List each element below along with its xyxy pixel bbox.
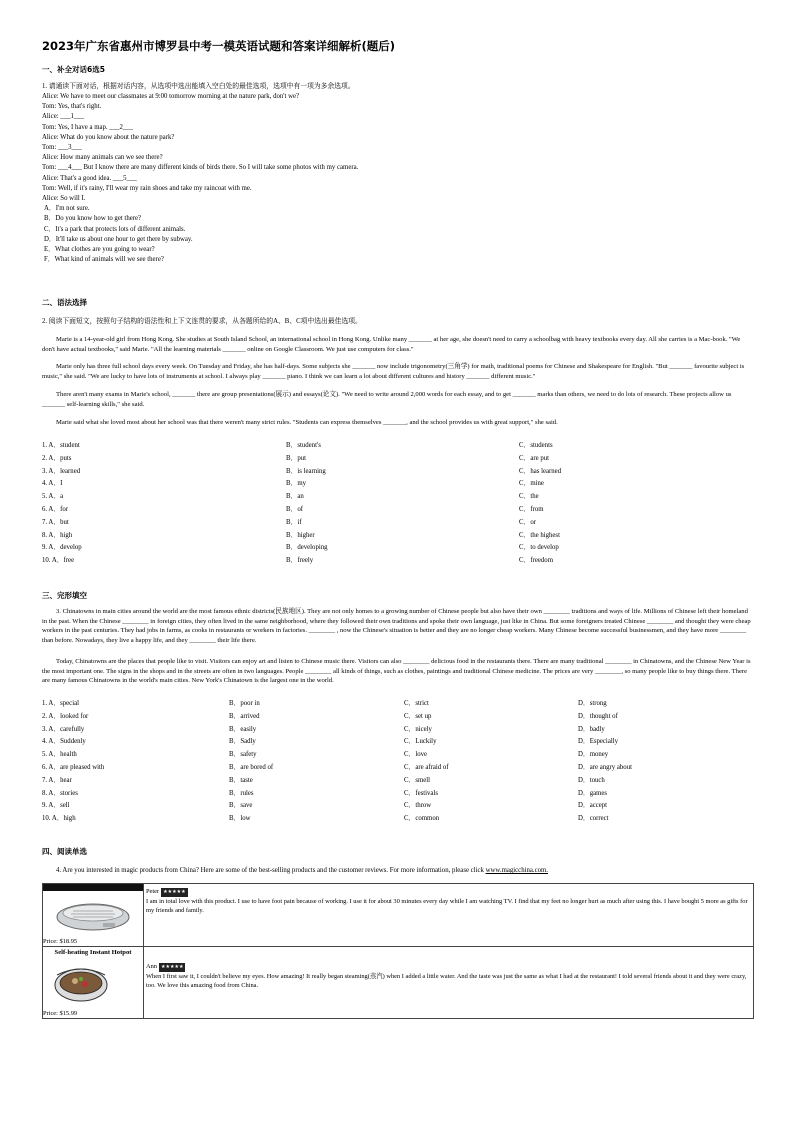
cloze-option[interactable]: D．accept — [578, 802, 608, 810]
review-text: I am in total love with this product. I use to have foot pain because of working. I use it for about 30 minutes every day while I am watching TV. I find that my feet no longer hurt as much after using this. I have bought 5 more as gifts for my friends and family. — [146, 898, 748, 914]
grammar-option[interactable]: 4. A．I — [42, 480, 63, 488]
dialogue-line: Tom: Yes, that's right. — [42, 103, 102, 111]
section-1-heading: 一、补全对话6选5 — [42, 65, 105, 74]
passage-paragraph: Today, Chinatowns are the places that people like to visit. Visitors can enjoy art and listen to Chinese music there. Visitors can also ________ delicious food in the restaurants there. There are many traditional ________ in Chinatowns, and the Chinese New Year is the most important one. The signs in the shops and in the streets are often in two languages. People ________ all kinds of things, such as clothes, paintings and traditional Chinese medicine. The prices are very ________, so many people like to buy things there. There are many famous Chinatowns in the world's main cities. New York's Chinatown is the largest one in the world. — [42, 658, 751, 685]
grammar-option[interactable]: C．or — [519, 518, 536, 526]
grammar-option[interactable]: B．an — [286, 493, 304, 501]
cloze-option[interactable]: 4. A．Suddenly — [42, 738, 86, 746]
cloze-option[interactable]: C．festivals — [404, 789, 438, 797]
grammar-option[interactable]: C．are put — [519, 454, 550, 462]
grammar-option[interactable]: C．the highest — [519, 531, 560, 539]
answer-option: B．Do you know how to get there? — [44, 215, 142, 223]
cloze-option[interactable]: 5. A．health — [42, 751, 77, 759]
rating-stars: ★★★★★ — [161, 965, 184, 970]
answer-option: E．What clothes are you going to wear? — [44, 246, 155, 253]
cloze-option[interactable]: 1. A．special — [42, 700, 79, 707]
dialogue-line: Tom: Well, if it's rainy, I'll wear my rain shoes and take my raincoat with me. — [42, 184, 252, 192]
cloze-option[interactable]: 3. A．carefully — [42, 725, 85, 733]
review-cell — [144, 947, 754, 1019]
dialogue-line: Alice: So will I. — [42, 195, 86, 202]
cloze-option[interactable]: D．thought of — [578, 712, 618, 720]
grammar-option[interactable]: 5. A．a — [42, 493, 64, 501]
answer-option: A．I'm not sure. — [44, 205, 90, 213]
dialogue-line: Alice: ___1___ — [42, 113, 85, 121]
cloze-option[interactable]: C．common — [404, 815, 440, 823]
section-4-intro — [56, 866, 548, 875]
grammar-option[interactable]: 9. A．develop — [42, 544, 82, 552]
dialogue-line: Alice: What do you know about the nature park? — [42, 133, 175, 141]
hotpot-image — [43, 957, 143, 1009]
dialogue-line: Alice: We have to meet our classmates at 9:00 tomorrow morning at the nature park, don't we? — [42, 93, 300, 100]
cloze-option[interactable]: B．rules — [229, 789, 254, 797]
grammar-option[interactable]: B．student's — [286, 442, 321, 449]
section-1-instruction: 1. 请通读下面对话，根据对话内容，从选项中选出能填入空白处的最佳选项，选项中有一项为多余选项。 — [42, 83, 355, 90]
grammar-option[interactable]: C．to develop — [519, 544, 559, 552]
rating-stars: ★★★★★ — [163, 890, 186, 895]
answer-option: F．What kind of animals will we see there? — [44, 256, 164, 264]
cloze-option[interactable]: 6. A．are pleased with — [42, 764, 105, 771]
page-title: 2023年广东省惠州市博罗县中考一模英语试题和答案详细解析(题后) — [42, 39, 396, 53]
cloze-option[interactable]: C．set up — [404, 712, 432, 720]
cloze-option[interactable]: 9. A．sell — [42, 802, 70, 810]
grammar-option[interactable]: B．my — [286, 480, 307, 488]
dialogue-line: Tom: Yes, I have a map. ___2___ — [42, 123, 134, 131]
products-table — [42, 883, 754, 1019]
grammar-option[interactable]: B．of — [286, 506, 303, 513]
dialogue-line: Alice: How many animals can we see there? — [42, 154, 163, 162]
passage-paragraph: Marie is a 14-year-old girl from Hong Kong. She studies at South Island School, an international school in Hong Kong. Unlike many _______ at her age, she doesn't need to carry a schoolbag with heavy textbooks every day. All she carries is a Mac-book. "We don't have actual textbooks," said Marie. "All the learning materials _______ online on Google Classroom. We just use computers for class." — [42, 336, 741, 353]
cloze-option[interactable]: D．touch — [578, 776, 605, 784]
cloze-option[interactable]: C．nicely — [404, 725, 432, 733]
cloze-option[interactable]: D．badly — [578, 725, 605, 733]
passage-paragraph: Marie said what she loved most about her school was that there weren't many strict rules. "Students can express themselves _______, and the school provides us with great support," she said. — [56, 419, 558, 426]
cloze-option[interactable]: B．easily — [229, 725, 257, 733]
cloze-option[interactable]: C．Luckily — [404, 738, 437, 746]
cloze-option[interactable]: D．correct — [578, 815, 609, 823]
reviewer-name: Ann — [146, 963, 158, 970]
grammar-option[interactable]: B．higher — [286, 531, 315, 539]
grammar-option[interactable]: 2. A．puts — [42, 454, 72, 462]
cloze-option[interactable]: B．Sadly — [229, 738, 256, 746]
grammar-option[interactable]: C．the — [519, 493, 539, 501]
section-2-instruction: 2. 阅读下面短文，按照句子结构的语法性和上下文连贯的要求，从各题所给的A、B、C项中选出最佳选项。 — [42, 318, 362, 325]
review-text: When I first saw it, I couldn't believe my eyes. How amazing! It really began steaming(蒸汽) when I added a little water. And the taste was just the same as what I had at the restaurant! I told several friends about it and they were crazy, too. We love this amazing food from China. — [146, 973, 747, 989]
cloze-option[interactable]: B．save — [229, 802, 253, 810]
cloze-option[interactable]: 7. A．hear — [42, 776, 72, 784]
grammar-option[interactable]: 8. A．high — [42, 531, 73, 539]
grammar-option[interactable]: 6. A．for — [42, 506, 69, 513]
grammar-option[interactable]: 7. A．but — [42, 518, 69, 526]
passage-paragraph: 3. Chinatowns in main cities around the world are the most famous ethnic districts(民族地区). They are not only homes to a growing number of Chinese people but also have their own ________ traditions and ways of life. Millions of Chinese left their homeland in the past. When the Chinese ________ in foreign cities, they often lived in the same neighborhood, where they followed their own traditions and spoke their own language, just like in China. But some foreigners treated Chinese ________ and thought they were cheap workers in the past centuries. They had jobs in farms, as cooks in restaurants or workers in factories. ________ , now the Chinese's situation is better and they are no longer cheap workers. Many Chinese become successful businessmen, and they have more ________ than before. Nowadays, they live a happy life, and they ________ their life there. — [42, 608, 751, 644]
grammar-option[interactable]: 10. A．free — [42, 557, 75, 565]
answer-option: D．It'll take us about one hour to get there by subway. — [44, 235, 193, 243]
cloze-option[interactable]: D．strong — [578, 700, 607, 707]
cloze-option[interactable]: B．poor in — [229, 700, 260, 707]
cloze-option[interactable]: D．games — [578, 789, 608, 797]
grammar-option[interactable]: B．freely — [286, 557, 314, 565]
review-cell — [144, 884, 754, 947]
cloze-option[interactable]: B．low — [229, 815, 251, 823]
grammar-option[interactable]: B．developing — [286, 544, 328, 552]
cloze-option[interactable]: C．smell — [404, 776, 431, 784]
passage-paragraph: There aren't many exams in Marie's school, _______ there are group presentations(展示) and essays(论文). "We need to write around 2,000 words for each essay, and to get _______ marks than others, we need to do lots of research. These projects allow us _______ self-learning skills," she said. — [42, 391, 732, 408]
cloze-option[interactable]: B．safety — [229, 751, 257, 759]
section-4-heading: 四、阅读单选 — [42, 847, 87, 856]
grammar-option[interactable]: C．students — [519, 442, 553, 449]
foot-massager-image — [43, 891, 143, 937]
passage-paragraph: Marie only has three full school days every week. On Tuesday and Friday, she has half-days. Some subjects she _______ now include trigonometry(三角学) for math, traditional poems for Chinese and Shakespeare for English. "But _______ favourite subject is music," she said. "We are lucky to have lots of instruments at school. I always play _______ piano. I think we can learn a lot about different cultures and history _______ different music." — [42, 363, 745, 380]
grammar-option[interactable]: B．put — [286, 454, 307, 462]
dialogue-line: Tom: ___4___ But I know there are many different kinds of birds there. So I will take some photos with my camera. — [42, 164, 359, 172]
cloze-option[interactable]: C．are afraid of — [404, 764, 449, 771]
cloze-option[interactable]: D．money — [578, 751, 609, 759]
cloze-option[interactable]: D．Especially — [578, 738, 619, 746]
product-price: Price: $15.99 — [43, 1010, 78, 1017]
product-cell — [43, 884, 144, 947]
section-2-heading: 二、语法选择 — [42, 298, 87, 307]
cloze-option[interactable]: 8. A．stories — [42, 789, 78, 797]
cloze-option[interactable]: 10. A．high — [42, 815, 76, 823]
grammar-option[interactable]: C．has learned — [519, 467, 562, 475]
product-name: Self-heating Instant Hotpot — [54, 949, 132, 956]
grammar-option[interactable]: B．if — [286, 518, 302, 526]
cloze-option[interactable]: B．arrived — [229, 712, 260, 720]
cloze-option[interactable]: D．are angry about — [578, 764, 632, 771]
grammar-option[interactable]: C．from — [519, 506, 544, 513]
grammar-option[interactable]: C．mine — [519, 480, 544, 488]
dialogue-line: Tom: ___3___ — [42, 144, 82, 151]
reviewer-name: Peter — [146, 888, 160, 895]
dialogue-line: Alice: That's a good idea. ___5___ — [42, 174, 137, 182]
product-cell — [43, 947, 144, 1019]
grammar-option[interactable]: C．freedom — [519, 557, 553, 565]
section-3-heading: 三、完形填空 — [42, 591, 87, 600]
product-name-bar — [43, 884, 143, 891]
cloze-option[interactable]: B．are bored of — [229, 764, 274, 771]
answer-option: C．It's a park that protects lots of different animals. — [44, 225, 186, 233]
product-price: Price: $18.95 — [43, 938, 78, 945]
intro-text: 4. Are you interested in magic products from China? Here are some of the best-selling products and the customer reviews. For more information, please click — [56, 867, 484, 874]
grammar-option[interactable]: 3. A．learned — [42, 467, 81, 475]
cloze-option[interactable]: C．strict — [404, 700, 429, 707]
cloze-option[interactable]: B．taste — [229, 776, 253, 784]
cloze-option[interactable]: C．throw — [404, 802, 432, 810]
website-link[interactable]: www.magicchina.com. — [485, 867, 549, 874]
cloze-option[interactable]: 2. A．looked for — [42, 712, 89, 720]
cloze-option[interactable]: C．love — [404, 751, 428, 759]
grammar-option[interactable]: B．is learning — [286, 467, 326, 475]
grammar-option[interactable]: 1. A．student — [42, 442, 80, 449]
